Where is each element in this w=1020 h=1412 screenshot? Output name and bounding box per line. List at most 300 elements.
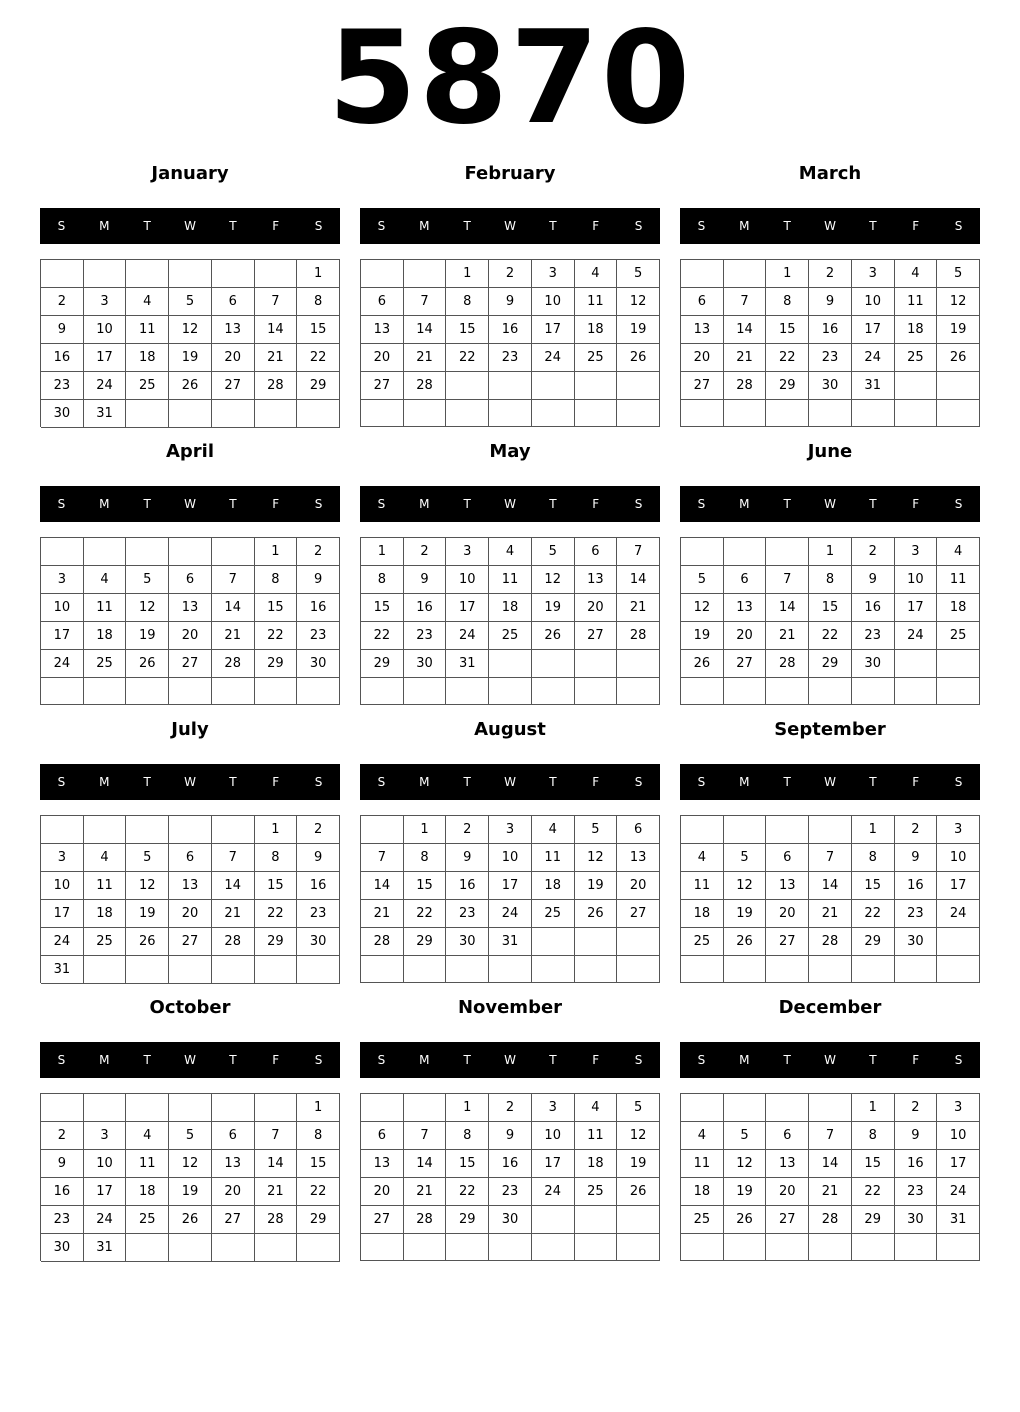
- weekday-label: T: [143, 219, 151, 233]
- day-cell: 17: [895, 594, 938, 622]
- day-cell: 18: [84, 900, 127, 928]
- weekday-label: F: [272, 1053, 280, 1067]
- day-cell: 20: [361, 344, 404, 372]
- year-title: 5870: [327, 4, 693, 153]
- day-cell: [681, 260, 724, 288]
- day-cell: 15: [446, 1150, 489, 1178]
- day-cell: [489, 400, 532, 427]
- day-cell: 11: [681, 1150, 724, 1178]
- day-cell: 4: [681, 1122, 724, 1150]
- day-cell: 16: [297, 594, 340, 622]
- day-cell: 10: [41, 872, 84, 900]
- day-cell: 13: [617, 844, 660, 872]
- weekday-label: S: [57, 1053, 66, 1067]
- day-cell: 9: [895, 1122, 938, 1150]
- day-cell: 3: [446, 538, 489, 566]
- day-cell: 3: [84, 288, 127, 316]
- weekday-label: S: [314, 1053, 323, 1067]
- day-cell: 29: [361, 650, 404, 678]
- day-cell: [446, 400, 489, 427]
- day-cell: [937, 956, 980, 983]
- day-cell: 17: [84, 344, 127, 372]
- day-cell: 20: [766, 1178, 809, 1206]
- day-cell: [404, 260, 447, 288]
- day-cell: 5: [169, 288, 212, 316]
- day-cell: 29: [446, 1206, 489, 1234]
- day-grid: [360, 815, 660, 983]
- day-cell: 8: [404, 844, 447, 872]
- weekday-label: W: [824, 775, 836, 789]
- day-cell: 21: [212, 622, 255, 650]
- day-cell: 4: [84, 844, 127, 872]
- day-cell: [255, 678, 298, 705]
- day-cell: 8: [809, 566, 852, 594]
- day-cell: 2: [297, 816, 340, 844]
- month-name: September: [774, 719, 886, 740]
- day-cell: 23: [489, 1178, 532, 1206]
- day-cell: 12: [937, 288, 980, 316]
- day-cell: 7: [724, 288, 767, 316]
- day-cell: 9: [41, 1150, 84, 1178]
- day-cell: 30: [852, 650, 895, 678]
- day-cell: 18: [532, 872, 575, 900]
- day-cell: 8: [297, 1122, 340, 1150]
- day-cell: 27: [575, 622, 618, 650]
- day-cell: 11: [84, 872, 127, 900]
- day-cell: [41, 260, 84, 288]
- weekday-label: T: [783, 497, 791, 511]
- day-cell: 22: [297, 1178, 340, 1206]
- day-cell: 5: [575, 816, 618, 844]
- day-cell: 14: [724, 316, 767, 344]
- day-cell: 11: [126, 1150, 169, 1178]
- day-cell: 31: [84, 1234, 127, 1262]
- day-cell: 23: [895, 1178, 938, 1206]
- day-cell: 28: [212, 650, 255, 678]
- weekday-label: S: [634, 1053, 643, 1067]
- day-cell: 15: [446, 316, 489, 344]
- weekday-header: [360, 486, 660, 522]
- day-cell: 11: [489, 566, 532, 594]
- weekday-label: M: [99, 1053, 110, 1067]
- day-cell: [361, 260, 404, 288]
- weekday-label: T: [463, 219, 471, 233]
- day-cell: 6: [169, 844, 212, 872]
- day-cell: [169, 956, 212, 984]
- day-cell: 13: [766, 1150, 809, 1178]
- day-cell: 20: [617, 872, 660, 900]
- day-cell: 22: [809, 622, 852, 650]
- day-cell: [532, 650, 575, 678]
- weekday-label: M: [739, 1053, 750, 1067]
- day-cell: 22: [255, 900, 298, 928]
- day-cell: 19: [724, 1178, 767, 1206]
- day-cell: 18: [126, 344, 169, 372]
- day-cell: 2: [41, 1122, 84, 1150]
- day-cell: 7: [617, 538, 660, 566]
- weekday-label: W: [184, 497, 196, 511]
- day-cell: 6: [212, 288, 255, 316]
- day-cell: 25: [895, 344, 938, 372]
- day-cell: [937, 650, 980, 678]
- day-cell: 7: [255, 1122, 298, 1150]
- day-cell: 8: [255, 844, 298, 872]
- day-cell: 17: [446, 594, 489, 622]
- weekday-label: S: [377, 1053, 386, 1067]
- day-cell: [617, 400, 660, 427]
- day-cell: 16: [41, 344, 84, 372]
- day-cell: 23: [446, 900, 489, 928]
- weekday-label: W: [824, 497, 836, 511]
- weekday-label: W: [824, 219, 836, 233]
- day-cell: [617, 1206, 660, 1234]
- weekday-header: [360, 1042, 660, 1078]
- day-cell: 6: [617, 816, 660, 844]
- day-cell: 13: [724, 594, 767, 622]
- day-cell: 8: [446, 288, 489, 316]
- day-cell: 1: [255, 538, 298, 566]
- day-cell: 19: [937, 316, 980, 344]
- weekday-label: T: [869, 775, 877, 789]
- weekday-label: F: [592, 219, 600, 233]
- day-cell: 26: [532, 622, 575, 650]
- month-name: February: [464, 163, 556, 184]
- day-cell: 23: [297, 622, 340, 650]
- day-cell: 7: [404, 288, 447, 316]
- weekday-label: F: [272, 497, 280, 511]
- day-cell: 16: [895, 1150, 938, 1178]
- day-cell: 12: [126, 872, 169, 900]
- day-cell: 30: [809, 372, 852, 400]
- weekday-label: S: [954, 1053, 963, 1067]
- day-cell: [84, 678, 127, 705]
- day-cell: [617, 1234, 660, 1261]
- day-cell: 21: [404, 344, 447, 372]
- weekday-label: F: [592, 775, 600, 789]
- day-cell: [126, 538, 169, 566]
- day-cell: [361, 678, 404, 705]
- day-cell: 29: [297, 1206, 340, 1234]
- day-cell: [809, 400, 852, 427]
- day-cell: 21: [212, 900, 255, 928]
- weekday-header: [360, 208, 660, 244]
- day-cell: 15: [297, 1150, 340, 1178]
- day-cell: [41, 1094, 84, 1122]
- day-cell: 20: [212, 344, 255, 372]
- day-cell: [724, 400, 767, 427]
- day-cell: [169, 400, 212, 428]
- day-cell: 4: [126, 1122, 169, 1150]
- day-cell: [575, 372, 618, 400]
- day-cell: [169, 678, 212, 705]
- weekday-label: S: [697, 497, 706, 511]
- day-cell: [126, 956, 169, 984]
- day-cell: 13: [361, 1150, 404, 1178]
- day-cell: 30: [446, 928, 489, 956]
- day-cell: 12: [617, 1122, 660, 1150]
- weekday-label: F: [592, 497, 600, 511]
- weekday-label: T: [783, 775, 791, 789]
- day-cell: 16: [895, 872, 938, 900]
- weekday-label: F: [912, 775, 920, 789]
- day-cell: 6: [681, 288, 724, 316]
- day-cell: 7: [361, 844, 404, 872]
- day-cell: 29: [766, 372, 809, 400]
- day-cell: 12: [724, 872, 767, 900]
- day-cell: [489, 372, 532, 400]
- day-cell: 5: [724, 1122, 767, 1150]
- day-cell: 6: [212, 1122, 255, 1150]
- day-cell: 23: [489, 344, 532, 372]
- day-cell: 3: [41, 844, 84, 872]
- day-cell: 30: [41, 400, 84, 428]
- day-cell: 22: [852, 1178, 895, 1206]
- day-cell: [575, 650, 618, 678]
- day-cell: 7: [404, 1122, 447, 1150]
- day-cell: 6: [361, 288, 404, 316]
- day-cell: [766, 538, 809, 566]
- weekday-label: W: [824, 1053, 836, 1067]
- day-cell: 12: [724, 1150, 767, 1178]
- day-cell: 12: [169, 316, 212, 344]
- day-cell: 10: [895, 566, 938, 594]
- day-cell: 21: [809, 1178, 852, 1206]
- day-cell: 29: [852, 928, 895, 956]
- day-cell: 2: [446, 816, 489, 844]
- day-cell: [532, 400, 575, 427]
- weekday-label: F: [272, 775, 280, 789]
- day-cell: 28: [361, 928, 404, 956]
- month-name: July: [171, 719, 209, 740]
- month-name: November: [457, 997, 563, 1018]
- day-grid: [680, 1093, 980, 1261]
- day-cell: 28: [724, 372, 767, 400]
- day-cell: 25: [575, 1178, 618, 1206]
- day-cell: 3: [895, 538, 938, 566]
- day-cell: 14: [766, 594, 809, 622]
- day-cell: 18: [575, 1150, 618, 1178]
- day-cell: 1: [852, 1094, 895, 1122]
- day-cell: 14: [255, 1150, 298, 1178]
- day-cell: [895, 1234, 938, 1261]
- day-cell: 26: [724, 1206, 767, 1234]
- day-cell: 20: [169, 900, 212, 928]
- weekday-label: W: [504, 219, 516, 233]
- day-cell: 24: [532, 1178, 575, 1206]
- day-cell: 20: [724, 622, 767, 650]
- day-cell: 25: [681, 1206, 724, 1234]
- weekday-label: M: [419, 775, 430, 789]
- day-cell: 22: [361, 622, 404, 650]
- day-cell: 3: [532, 1094, 575, 1122]
- day-cell: 1: [446, 1094, 489, 1122]
- weekday-header: [40, 764, 340, 800]
- day-cell: [724, 816, 767, 844]
- day-cell: 10: [937, 844, 980, 872]
- day-cell: 10: [41, 594, 84, 622]
- day-cell: 24: [84, 1206, 127, 1234]
- day-cell: [41, 538, 84, 566]
- day-cell: 12: [532, 566, 575, 594]
- weekday-label: F: [912, 497, 920, 511]
- weekday-label: W: [504, 775, 516, 789]
- day-cell: 2: [489, 1094, 532, 1122]
- day-cell: [724, 956, 767, 983]
- day-cell: 30: [404, 650, 447, 678]
- day-cell: [212, 956, 255, 984]
- day-cell: 10: [852, 288, 895, 316]
- day-cell: 5: [724, 844, 767, 872]
- day-cell: [404, 1234, 447, 1261]
- day-cell: [681, 1094, 724, 1122]
- weekday-header: [40, 486, 340, 522]
- day-cell: 29: [809, 650, 852, 678]
- weekday-label: T: [869, 219, 877, 233]
- day-cell: [404, 956, 447, 983]
- day-cell: 14: [404, 316, 447, 344]
- day-cell: 5: [617, 1094, 660, 1122]
- day-cell: 31: [446, 650, 489, 678]
- weekday-header: [40, 1042, 340, 1078]
- weekday-label: S: [954, 775, 963, 789]
- day-cell: [617, 678, 660, 705]
- day-cell: 28: [255, 372, 298, 400]
- day-cell: 3: [532, 260, 575, 288]
- day-cell: 6: [575, 538, 618, 566]
- day-cell: [361, 956, 404, 983]
- day-cell: [212, 260, 255, 288]
- day-cell: 12: [617, 288, 660, 316]
- day-cell: 3: [852, 260, 895, 288]
- day-cell: 30: [41, 1234, 84, 1262]
- day-cell: 10: [84, 316, 127, 344]
- day-cell: 9: [489, 1122, 532, 1150]
- weekday-label: T: [143, 775, 151, 789]
- weekday-label: F: [272, 219, 280, 233]
- day-grid: [360, 1093, 660, 1261]
- day-cell: 23: [41, 1206, 84, 1234]
- day-cell: 24: [937, 1178, 980, 1206]
- day-cell: [532, 956, 575, 983]
- day-cell: 18: [489, 594, 532, 622]
- day-cell: [766, 400, 809, 427]
- day-cell: 18: [895, 316, 938, 344]
- day-cell: 16: [489, 316, 532, 344]
- day-cell: [212, 1094, 255, 1122]
- month-name: December: [778, 997, 882, 1018]
- day-cell: 27: [169, 928, 212, 956]
- day-cell: 27: [169, 650, 212, 678]
- day-cell: 25: [126, 1206, 169, 1234]
- day-grid: [40, 259, 340, 427]
- weekday-label: S: [57, 775, 66, 789]
- day-cell: 6: [361, 1122, 404, 1150]
- day-cell: 7: [255, 288, 298, 316]
- day-cell: 18: [575, 316, 618, 344]
- day-cell: 1: [297, 260, 340, 288]
- weekday-label: S: [634, 497, 643, 511]
- weekday-label: S: [697, 775, 706, 789]
- day-grid: [40, 537, 340, 705]
- day-cell: 16: [446, 872, 489, 900]
- day-cell: 11: [937, 566, 980, 594]
- day-cell: 12: [169, 1150, 212, 1178]
- day-cell: 11: [84, 594, 127, 622]
- day-cell: 13: [766, 872, 809, 900]
- day-cell: [41, 678, 84, 705]
- day-cell: 31: [41, 956, 84, 984]
- weekday-label: T: [229, 497, 237, 511]
- day-cell: 20: [766, 900, 809, 928]
- day-cell: 1: [361, 538, 404, 566]
- day-cell: 11: [575, 1122, 618, 1150]
- month-name: March: [798, 163, 862, 184]
- day-cell: 8: [766, 288, 809, 316]
- day-cell: 22: [446, 1178, 489, 1206]
- weekday-header: [680, 486, 980, 522]
- day-cell: 25: [681, 928, 724, 956]
- weekday-label: T: [783, 1053, 791, 1067]
- day-cell: [532, 678, 575, 705]
- weekday-label: M: [99, 219, 110, 233]
- day-cell: 17: [852, 316, 895, 344]
- weekday-label: T: [143, 497, 151, 511]
- weekday-label: S: [314, 219, 323, 233]
- day-cell: [126, 1234, 169, 1262]
- day-cell: [532, 1234, 575, 1261]
- day-cell: 10: [532, 288, 575, 316]
- day-cell: 31: [489, 928, 532, 956]
- day-cell: 19: [126, 622, 169, 650]
- day-cell: 5: [126, 844, 169, 872]
- day-cell: 7: [809, 844, 852, 872]
- weekday-label: S: [377, 497, 386, 511]
- day-cell: 21: [255, 344, 298, 372]
- day-cell: 26: [617, 344, 660, 372]
- day-cell: 5: [937, 260, 980, 288]
- day-cell: 1: [404, 816, 447, 844]
- day-cell: [809, 678, 852, 705]
- day-cell: 14: [404, 1150, 447, 1178]
- day-cell: 28: [766, 650, 809, 678]
- day-cell: 25: [126, 372, 169, 400]
- day-cell: [895, 372, 938, 400]
- day-grid: [360, 259, 660, 427]
- weekday-label: T: [549, 775, 557, 789]
- day-cell: 20: [361, 1178, 404, 1206]
- weekday-label: W: [504, 1053, 516, 1067]
- weekday-label: S: [314, 775, 323, 789]
- day-cell: 22: [766, 344, 809, 372]
- day-cell: 11: [681, 872, 724, 900]
- day-cell: 10: [532, 1122, 575, 1150]
- month-name: August: [474, 719, 546, 740]
- day-cell: [361, 1094, 404, 1122]
- day-cell: [361, 1234, 404, 1261]
- day-cell: 24: [489, 900, 532, 928]
- weekday-label: T: [549, 1053, 557, 1067]
- day-cell: [809, 956, 852, 983]
- weekday-header: [360, 764, 660, 800]
- day-cell: 18: [937, 594, 980, 622]
- weekday-label: S: [954, 219, 963, 233]
- day-cell: [724, 260, 767, 288]
- day-cell: [255, 400, 298, 428]
- day-cell: 16: [404, 594, 447, 622]
- weekday-label: S: [57, 219, 66, 233]
- day-cell: 22: [446, 344, 489, 372]
- day-cell: [489, 1234, 532, 1261]
